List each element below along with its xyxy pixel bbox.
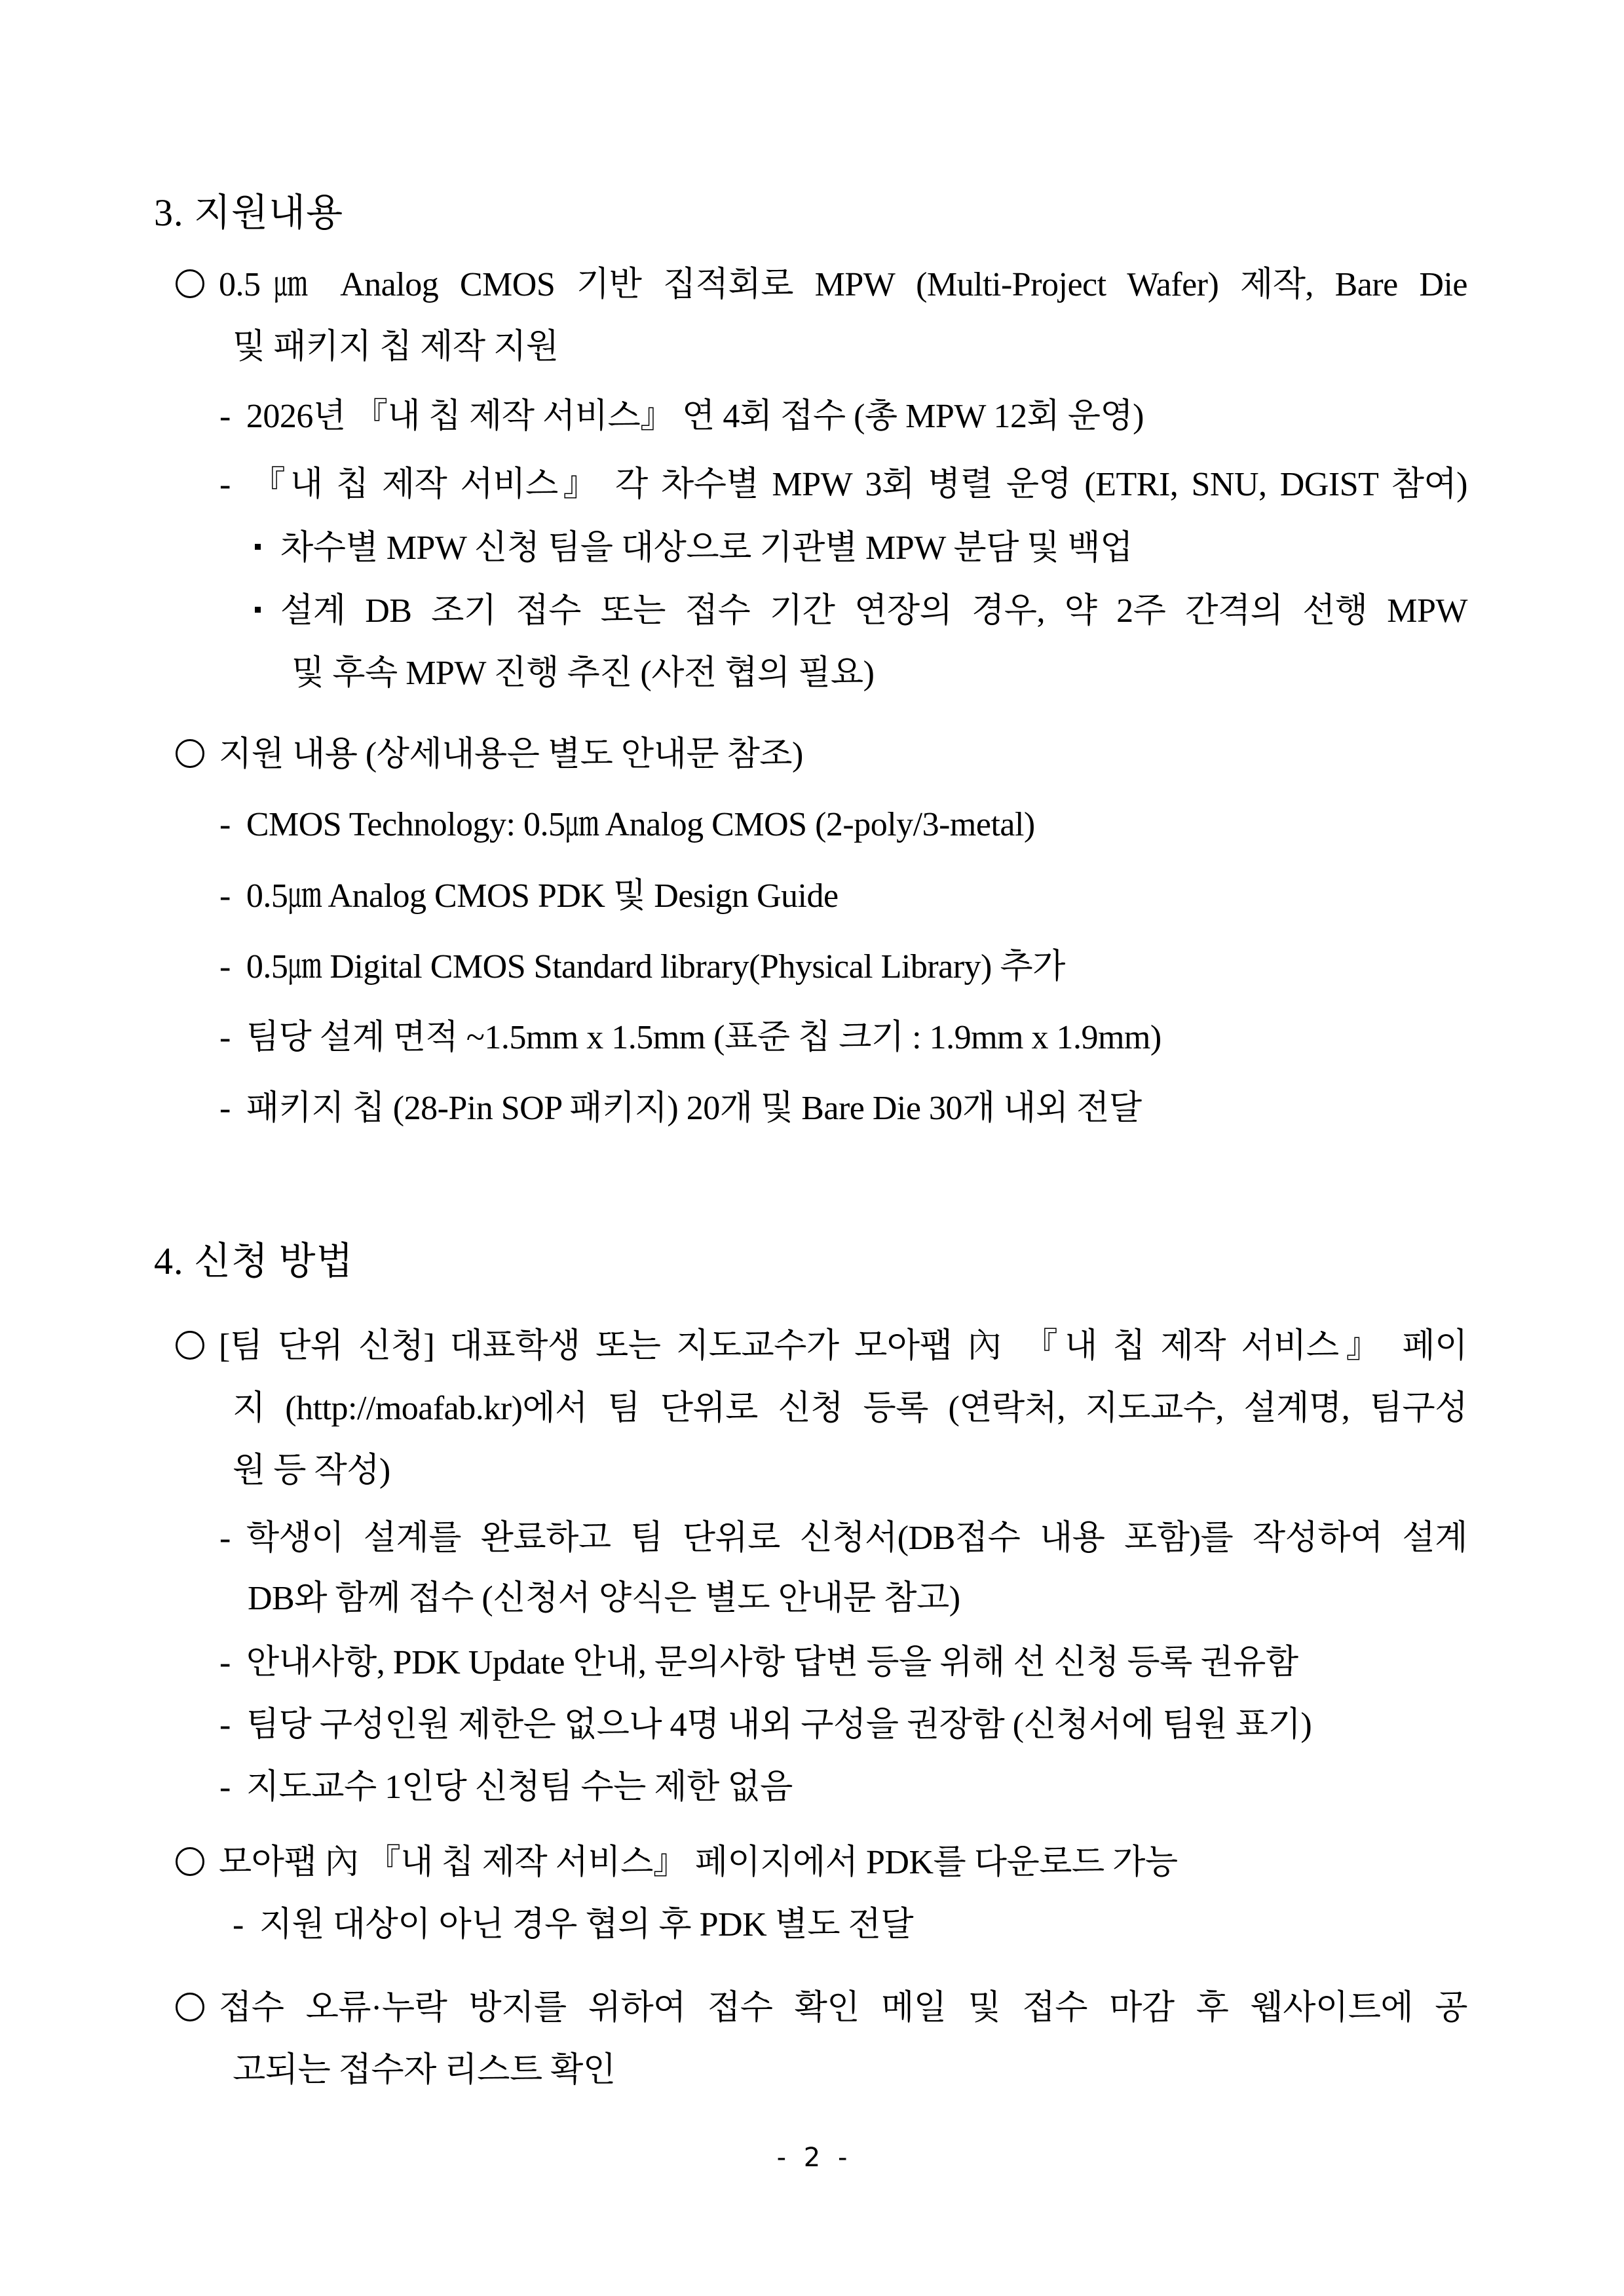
dash-item: - 0.5㎛ Digital CMOS Standard library(Physical Library) 추가 [219, 948, 1065, 985]
circle-bullet-icon [176, 739, 204, 768]
dash-item: - 안내사항, PDK Update 안내, 문의사항 답변 등을 위해 선 신청 등록 권유함 [219, 1644, 1298, 1681]
dash-marker: - [219, 1644, 231, 1681]
dash-marker: - [219, 806, 231, 843]
dash-item: - 지도교수 1인당 신청팀 수는 제한 없음 [219, 1769, 793, 1806]
dash-marker: - [219, 398, 231, 435]
section-heading: 3. 지원내용 [154, 191, 344, 234]
section-heading: 4. 신청 방법 [154, 1240, 354, 1282]
paragraph-line: 모아팹 內 『내 칩 제작 서비스』 페이지에서 PDK를 다운로드 가능 [176, 1843, 1178, 1883]
dash-item: - 2026년 『내 칩 제작 서비스』 연 4회 접수 (총 MPW 12회 운영) [219, 398, 1144, 435]
dash-marker: - [219, 877, 231, 915]
paragraph-line: [팀 단위 신청] 대표학생 또는 지도교수가 모아팹 內 『내 칩 제작 서비스』 페이 [176, 1327, 1467, 1366]
dot-item: 차수별 MPW 신청 팀을 대상으로 기관별 MPW 분담 및 백업 [252, 529, 1133, 568]
paragraph-line: 및 패키지 칩 제작 지원 [233, 328, 559, 366]
dash-marker: - [219, 1520, 231, 1557]
paragraph-line: 고되는 접수자 리스트 확인 [233, 2052, 616, 2089]
paragraph-line: 지 (http://moafab.kr)에서 팀 단위로 신청 등록 (연락처, 지도교수, 설계명, 팀구성 [233, 1390, 1467, 1427]
dash-item: - 팀당 구성인원 제한은 없으나 4명 내외 구성을 권장함 (신청서에 팀원 표기) [219, 1706, 1312, 1744]
dash-marker: - [233, 1906, 244, 1943]
paragraph-line: 및 후속 MPW 진행 추진 (사전 협의 필요) [292, 655, 875, 692]
dot-bullet-icon [255, 607, 261, 613]
dash-marker: - [219, 1706, 231, 1744]
dash-marker: - [219, 1769, 231, 1806]
dash-marker: - [219, 466, 231, 503]
dash-marker: - [219, 1090, 231, 1127]
page-number: - 2 - [776, 2143, 848, 2173]
circle-bullet-icon [176, 269, 204, 298]
dash-item: - 학생이 설계를 완료하고 팀 단위로 신청서(DB접수 내용 포함)를 작성하여 설계 [219, 1520, 1467, 1557]
dot-item: 설계 DB 조기 접수 또는 접수 기간 연장의 경우, 약 2주 간격의 선행 MPW [252, 592, 1467, 631]
circle-bullet-icon [176, 1331, 204, 1360]
dash-marker: - [219, 1019, 231, 1056]
circle-bullet-icon [176, 1993, 204, 2021]
dash-item: - 지원 대상이 아닌 경우 협의 후 PDK 별도 전달 [233, 1906, 914, 1943]
dot-bullet-icon [255, 544, 261, 550]
dash-item: - CMOS Technology: 0.5㎛ Analog CMOS (2-poly/3-metal) [219, 806, 1035, 843]
paragraph-line: DB와 함께 접수 (신청서 양식은 별도 안내문 참고) [248, 1580, 960, 1617]
circle-bullet-icon [176, 1847, 204, 1876]
paragraph-line: 접수 오류·누락 방지를 위하여 접수 확인 메일 및 접수 마감 후 웹사이트에 공 [176, 1989, 1467, 2028]
dash-item: - 0.5㎛ Analog CMOS PDK 및 Design Guide [219, 877, 839, 915]
paragraph-line: 0.5㎛ Analog CMOS 기반 집적회로 MPW (Multi-Project Wafer) 제작, Bare Die [176, 265, 1467, 305]
paragraph-line: 원 등 작성) [233, 1452, 390, 1489]
paragraph-line: 지원 내용 (상세내용은 별도 안내문 참조) [176, 735, 803, 775]
dash-item: - 『내 칩 제작 서비스』 각 차수별 MPW 3회 병렬 운영 (ETRI, SNU, DGIST 참여) [219, 466, 1467, 503]
dash-marker: - [219, 948, 231, 985]
dash-item: - 패키지 칩 (28-Pin SOP 패키지) 20개 및 Bare Die 30개 내외 전달 [219, 1090, 1142, 1127]
dash-item: - 팀당 설계 면적 ~1.5mm x 1.5mm (표준 칩 크기 : 1.9mm x 1.9mm) [219, 1019, 1161, 1056]
